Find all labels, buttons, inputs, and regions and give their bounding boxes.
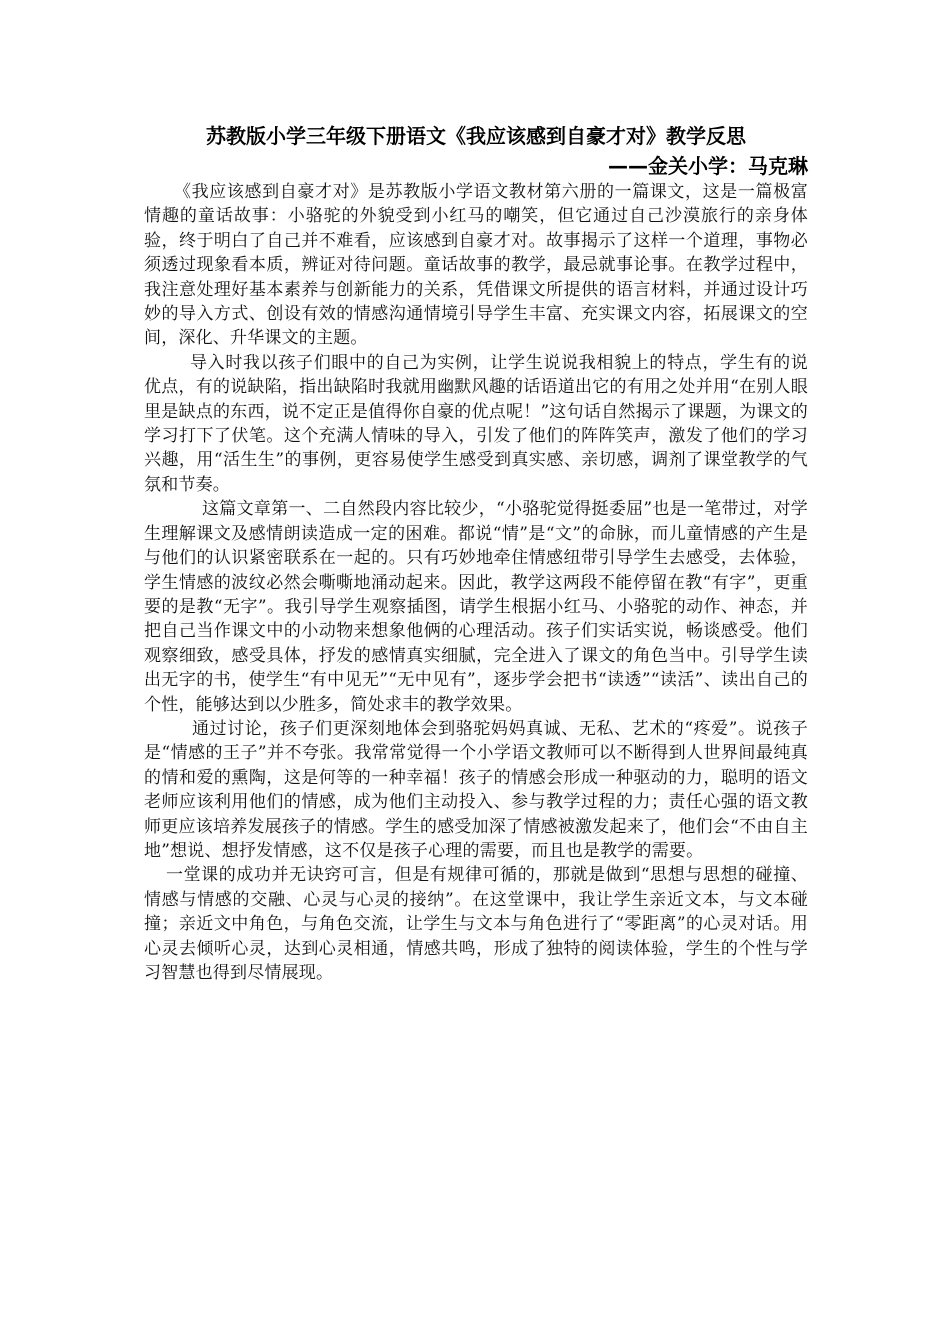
author-byline: ——金关小学：马克琳 bbox=[608, 154, 808, 178]
paragraph-discussion: 通过讨论，孩子们更深刻地体会到骆驼妈妈真诚、无私、艺术的“疼爱”。说孩子是“情感的王子”并不夸张。我常常觉得一个小学语文教师可以不断得到人世界间最纯真的情和爱的熏陶，这是何等的一种幸福！孩子的情感会形成一种驱动的力，聪明的语文老师应该利用他们的情感，成为他们主动投入、参与教学过程的力；责任心强的语文教师更应该培养发展孩子的情感。学生的感受加深了情感被激发起来了，他们会“不由自主地”想说、想抒发情感，这不仅是孩子心理的需要，而且也是教学的需要。 bbox=[144, 718, 808, 861]
paragraph-intro: 《我应该感到自豪才对》是苏教版小学语文教材第六册的一篇课文，这是一篇极富情趣的童话故事：小骆驼的外貌受到小红马的嘲笑，但它通过自己沙漠旅行的亲身体验，终于明白了自己并不难看，应该感到自豪才对。故事揭示了这样一个道理，事物必须透过现象看本质，辨证对待问题。童话故事的教学，最忌就事论事。在教学过程中，我注意处理好基本素养与创新能力的关系，凭借课文所提供的语言材料，并通过设计巧妙的导入方式、创设有效的情感沟通情境引导学生丰富、充实课文内容，拓展课文的空间，深化、升华课文的主题。 bbox=[144, 182, 808, 349]
paragraph-introduction-method: 导入时我以孩子们眼中的自己为实例，让学生说说我相貌上的特点，学生有的说优点，有的说缺陷，指出缺陷时我就用幽默风趣的话语道出它的有用之处并用“在别人眼里是缺点的东西，说不定正是值得你自豪的优点呢！”这句话自然揭示了课题，为课文的学习打下了伏笔。这个充满人情味的导入，引发了他们的阵阵笑声，激发了他们的学习兴趣，用“活生生”的事例，更容易使学生感受到真实感、亲切感，调剂了课堂教学的气氛和节奏。 bbox=[144, 352, 808, 495]
paragraph-conclusion: 一堂课的成功并无诀窍可言，但是有规律可循的，那就是做到“思想与思想的碰撞、情感与情感的交融、心灵与心灵的接纳”。在这堂课中，我让学生亲近文本，与文本碰撞；亲近文中角色，与角色交流，让学生与文本与角色进行了“零距离”的心灵对话。用心灵去倾听心灵，达到心灵相通，情感共鸣，形成了独特的阅读体验，学生的个性与学习智慧也得到尽情展现。 bbox=[144, 865, 808, 983]
document-body bbox=[144, 120, 808, 985]
paragraph-first-two-sections: 这篇文章第一、二自然段内容比较少，“小骆驼觉得挺委屈”也是一笔带过，对学生理解课文及感情朗读造成一定的困难。都说“情”是“文”的命脉，而儿童情感的产生是与他们的认识紧密联系在一起的。只有巧妙地牵住情感纽带引导学生去感受，去体验，学生情感的波纹必然会嘶嘶地涌动起来。因此，教学这两段不能停留在教“有字”，更重要的是教“无字”。我引导学生观察插图，请学生根据小红马、小骆驼的动作、神态，并把自己当作课文中的小动物来想象他俩的心理活动。孩子们实话实说，畅谈感受。他们观察细致，感受具体，抒发的感情真实细腻，完全进入了课文的角色当中。引导学生读出无字的书，使学生“有中见无”“无中见有”，逐步学会把书“读透”“读活”、读出自己的个性，能够达到以少胜多，简处求丰的教学效果。 bbox=[144, 499, 808, 715]
document-title: 苏教版小学三年级下册语文《我应该感到自豪才对》教学反思 bbox=[206, 124, 746, 148]
